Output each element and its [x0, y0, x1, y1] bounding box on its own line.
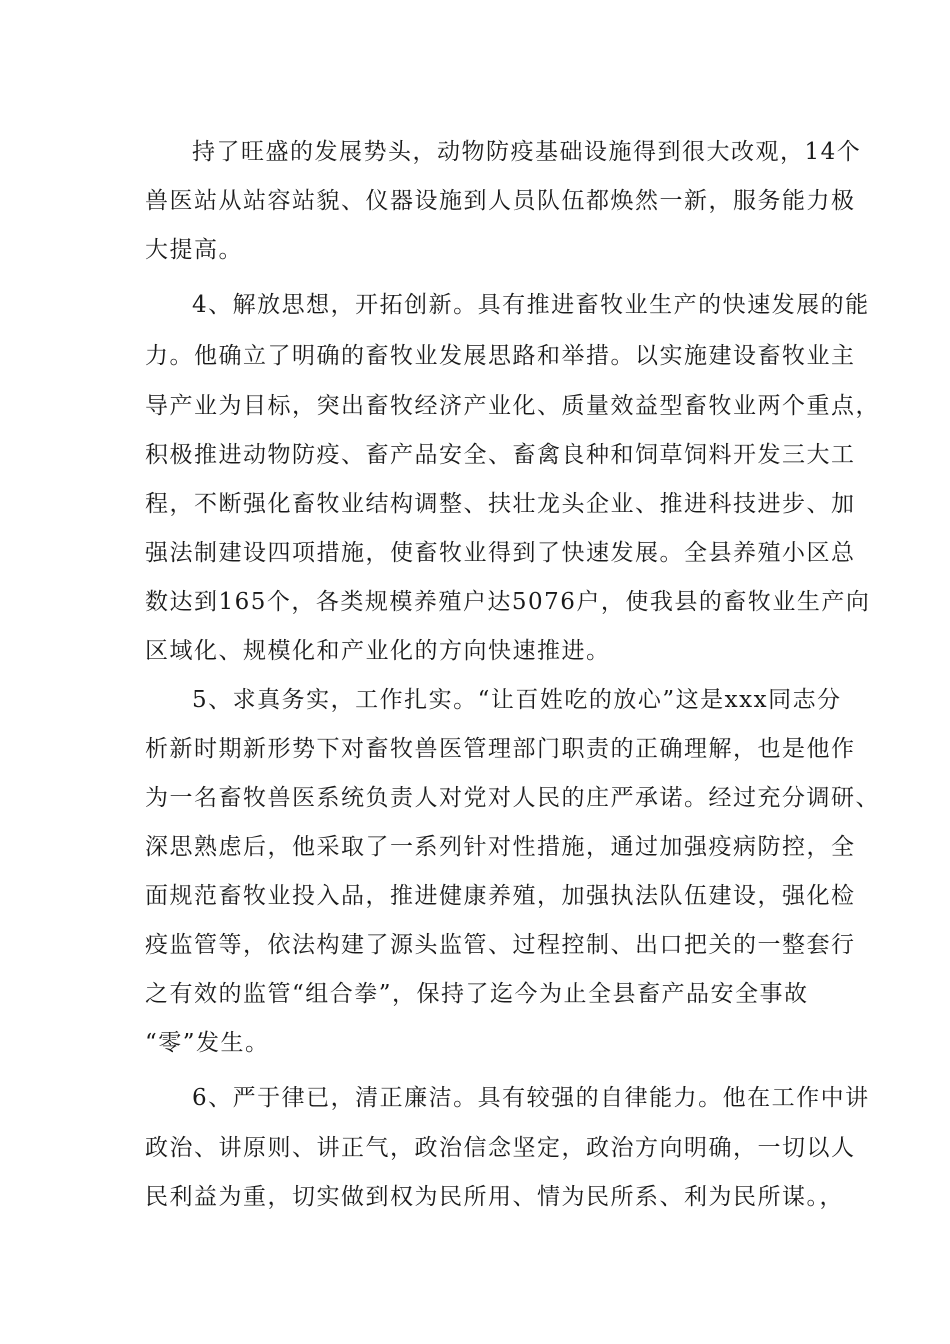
text-line: 5、求真务实，工作扎实。“让百姓吃的放心”这是xxx同志分: [192, 687, 842, 713]
text-line: 民利益为重，切实做到权为民所用、情为民所系、利为民所谋。，: [145, 1184, 844, 1210]
text-line: 6、严于律已，清正廉洁。具有较强的自律能力。他在工作中讲: [192, 1085, 870, 1111]
text-line: 深思熟虑后，他采取了一系列针对性措施，通过加强疫病防控，全: [145, 834, 856, 860]
text-line: 之有效的监管“组合拳”，保持了迄今为止全县畜产品安全事故: [145, 981, 809, 1007]
text-line: 4、解放思想，开拓创新。具有推进畜牧业生产的快速发展的能: [192, 292, 870, 318]
text-line: 积极推进动物防疫、畜产品安全、畜禽良种和饲草饲料开发三大工: [145, 442, 856, 468]
text-line: 区域化、规模化和产业化的方向快速推进。: [145, 638, 611, 664]
text-line: 导产业为目标，突出畜牧经济产业化、质量效益型畜牧业两个重点，: [145, 393, 880, 419]
text-line: 面规范畜牧业投入品，推进健康养殖，加强执法队伍建设，强化检: [145, 883, 856, 909]
text-line: 程，不断强化畜牧业结构调整、扶壮龙头企业、推进科技进步、加: [145, 491, 856, 517]
text-line: 大提高。: [145, 237, 243, 263]
text-line: 兽医站从站容站貌、仪器设施到人员队伍都焕然一新，服务能力极: [145, 188, 856, 214]
text-line: 持了旺盛的发展势头，动物防疫基础设施得到很大改观，14个: [192, 139, 862, 165]
text-line: 力。他确立了明确的畜牧业发展思路和举措。以实施建设畜牧业主: [145, 343, 856, 369]
text-line: 数达到165个，各类规模养殖户达5076户，使我县的畜牧业生产向: [145, 589, 871, 615]
text-line: 政治、讲原则、讲正气，政治信念坚定，政治方向明确，一切以人: [145, 1135, 856, 1161]
text-line: 析新时期新形势下对畜牧兽医管理部门职责的正确理解，也是他作: [145, 736, 856, 762]
text-line: 疫监管等，依法构建了源头监管、过程控制、出口把关的一整套行: [145, 932, 856, 958]
text-line: “零”发生。: [145, 1030, 270, 1056]
text-line: 为一名畜牧兽医系统负责人对党对人民的庄严承诺。经过充分调研、: [145, 785, 880, 811]
text-line: 强法制建设四项措施，使畜牧业得到了快速发展。全县养殖小区总: [145, 540, 856, 566]
